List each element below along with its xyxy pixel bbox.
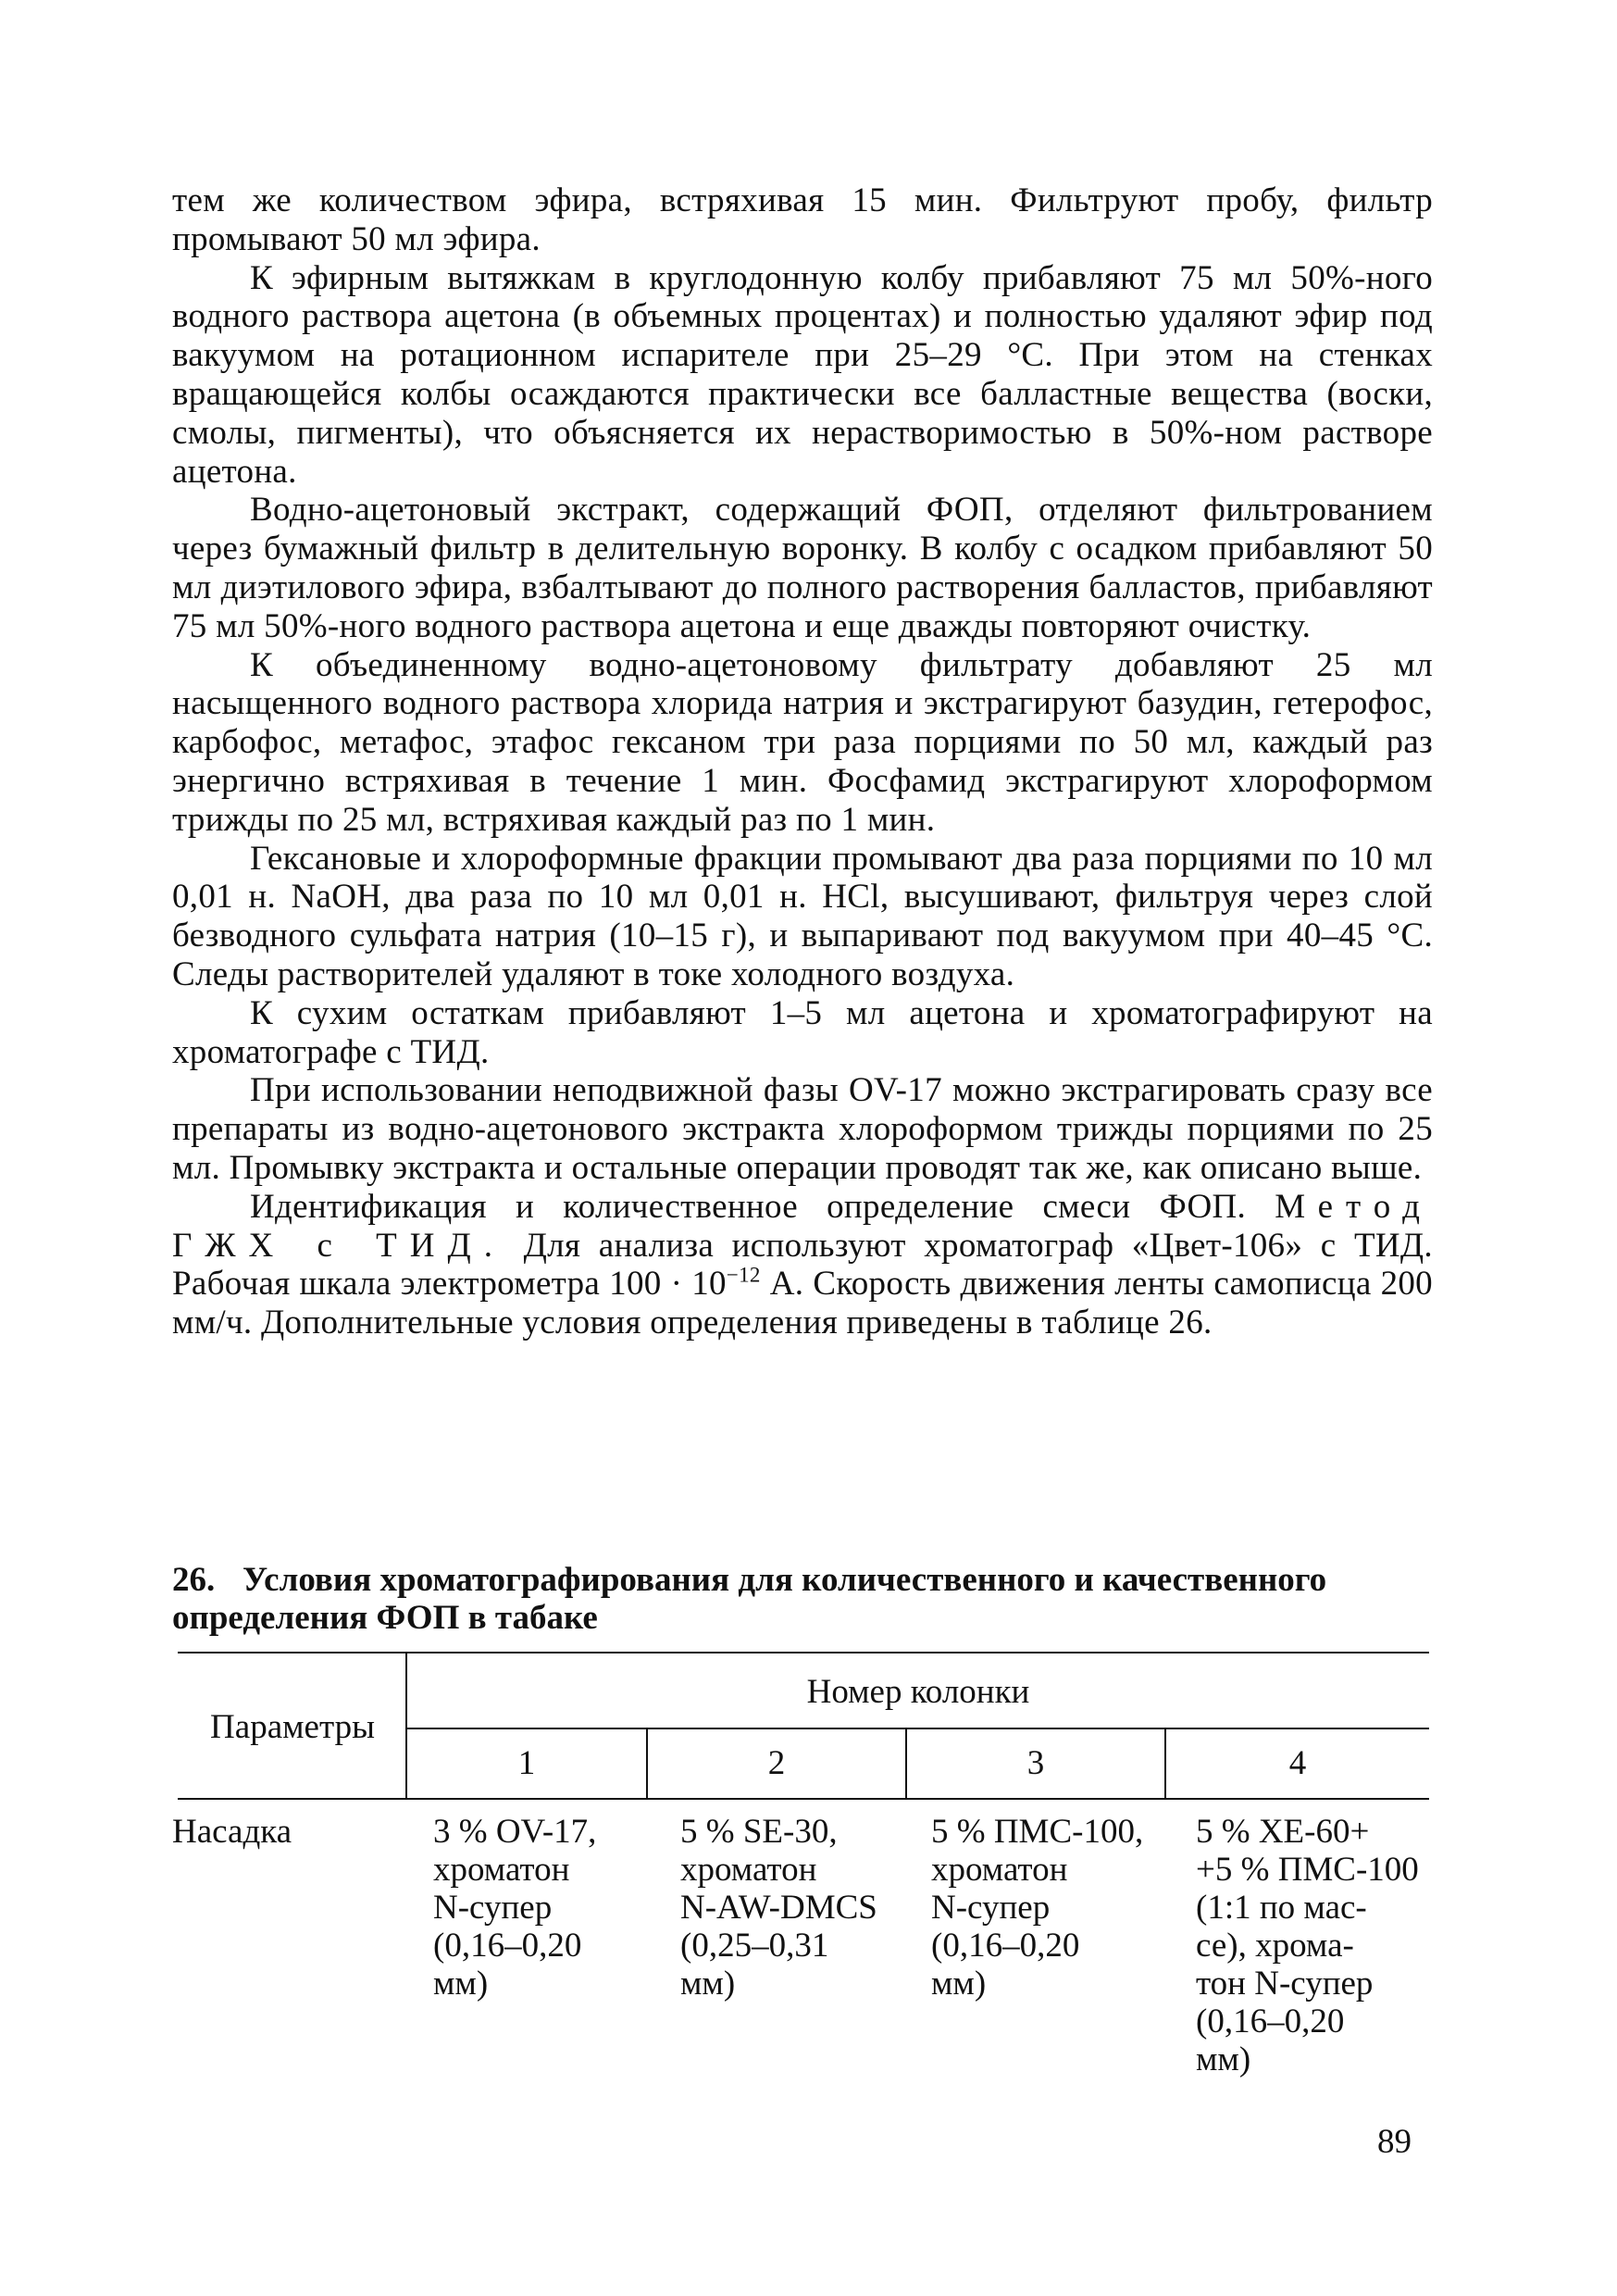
method-text-b: А. Скорость движения ленты самописца 200 мм/ч. Дополнительные условия определения приведены в таблице 26. [172,1265,1433,1342]
table-cell-col-3: 5 % ПМС-100, хроматон N-супер (0,16–0,20 мм) [931,1813,1144,2003]
method-lead: Идентификация и количественное определение смеси ФОП. [250,1187,1247,1226]
paragraph-2: К эфирным вытяжкам в круглодонную колбу прибавляют 75 мл 50%-ного водного раствора ацетона (в объемных процентах) и полностью удаляют эфир под вакуумом на ротационном испарителе при 25–29 °С. При этом на стенках вращающейся колбы осаждаются практически все балластные вещества (воски, смолы, пигменты), что объясняется их нерастворимостью в 50%-ном растворе ацетона. [172,258,1433,491]
row-label: Насадка [172,1813,292,1851]
header-column-group: Номер колонки [806,1672,1030,1711]
paragraph-1: тем же количеством эфира, встряхивая 15 мин. Фильтруют пробу, фильтр промывают 50 мл эфира. [172,181,1433,258]
page-number: 89 [1377,2123,1412,2161]
method-text-a: Для анализа используют хроматограф «Цвет-106» с ТИД. Рабочая шкала электрометра 100 · 10 [172,1226,1433,1304]
paragraph-4: К объединенному водно-ацетоновому фильтрату добавляют 25 мл насыщенного водного раствора хлорида натрия и экстрагируют базудин, гетерофос, карбофос, метафос, этафос гексаном три раза порциями по 50 мл, каждый раз энергично встряхивая в течение 1 мин. Фосфамид экстрагируют хлороформом трижды по 25 мл, встряхивая каждый раз по 1 мин. [172,645,1433,839]
header-bottom-rule [178,1798,1429,1800]
paragraph-5: Гексановые и хлороформные фракции промывают два раза порциями по 10 мл 0,01 н. NaOH, два раза по 10 мл 0,01 н. HCl, высушивают, фильтруя через слой безводного сульфата натрия (10–15 г), и выпаривают под вакуумом при 40–45 °С. Следы растворителей удаляют в токе холодного воздуха. [172,839,1433,993]
table-cell-col-2: 5 % SE-30, хроматон N-AW-DMCS (0,25–0,31 мм) [680,1813,877,2003]
table-caption [172,1561,1433,1637]
method-exponent: −12 [726,1263,761,1287]
paragraph-6: К сухим остаткам прибавляют 1–5 мл ацетона и хроматографируют на хроматографе с ТИД. [172,993,1433,1071]
header-params: Параметры [210,1707,375,1746]
paragraph-7: При использовании неподвижной фазы OV-17 можно экстрагировать сразу все препараты из водно-ацетонового экстракта хлороформом трижды порциями по 25 мл. Промывку экстракта и остальные операции проводят так же, как описано выше. [172,1071,1433,1187]
method-paragraph [172,1188,1433,1342]
table-title: Условия хроматографирования для количественного и качественного определения ФОП в табаке [172,1561,1327,1637]
header-col-1: 1 [517,1743,536,1782]
table-cell-col-1: 3 % OV-17, хроматон N-супер (0,16–0,20 мм) [433,1813,597,2003]
body-text [172,181,1433,1342]
method-name: Метод ГЖХ с ТИД. [172,1187,1433,1265]
table-top-rule [178,1652,1429,1653]
header-col-4: 4 [1288,1743,1307,1782]
paragraph-3: Водно-ацетоновый экстракт, содержащий ФОП, отделяют фильтрованием через бумажный фильтр в делительную воронку. В колбу с осадком прибавляют 50 мл диэтилового эфира, взбалтывают до полного растворения балластов, прибавляют 75 мл 50%-ного водного раствора ацетона и еще дважды повторяют очистку. [172,491,1433,645]
table-number: 26. [172,1561,216,1599]
header-col-2: 2 [767,1743,786,1782]
header-col-3: 3 [1026,1743,1045,1782]
table-cell-col-4: 5 % XE-60+ +5 % ПМС-100 (1:1 по мас- се), хрома- тон N-супер (0,16–0,20 мм) [1196,1813,1419,2078]
